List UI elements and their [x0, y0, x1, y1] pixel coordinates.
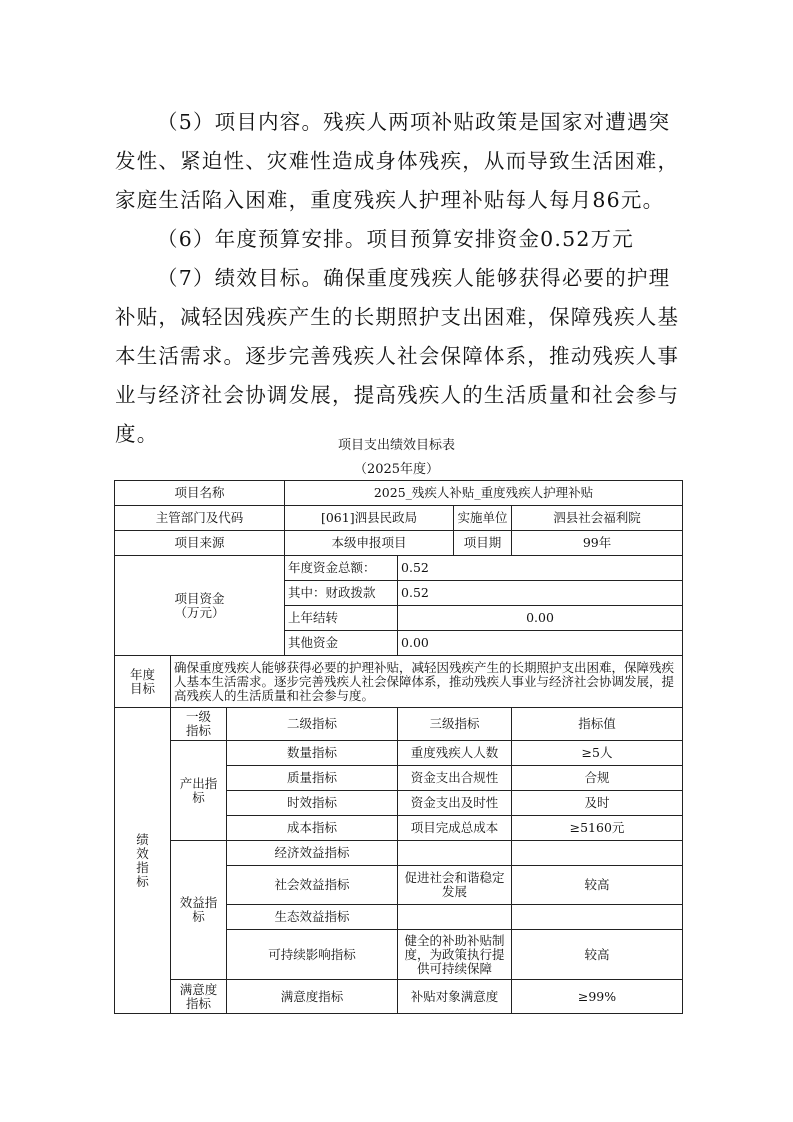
ecological-benefit-detail: [398, 905, 512, 930]
economic-benefit-detail: [398, 841, 512, 866]
timeliness-value: 及时: [512, 791, 683, 816]
benefit-indicator-label: [171, 841, 227, 980]
dept-label: 主管部门及代码: [115, 506, 285, 531]
objective-label: [115, 656, 171, 708]
social-benefit-detail-line1: 促进社会和谐稳定: [404, 870, 505, 885]
table-row: [115, 531, 683, 556]
header-level1: [171, 708, 227, 741]
table-row: [115, 556, 683, 581]
funds-other-value: 0.00: [398, 631, 683, 656]
satisfaction-value: ≥99%: [512, 980, 683, 1014]
sustainable-detail-line2: 度，为政策执行提: [404, 946, 505, 962]
header-level1-line1: 一级: [185, 709, 211, 724]
unit-value: 泗县社会福利院: [512, 506, 683, 531]
benefit-label-line2: 标: [192, 909, 205, 924]
cost-value: ≥5160元: [512, 816, 683, 841]
satisfaction-label-line2: 指标: [185, 995, 211, 1011]
indicator-group-char: 指: [136, 859, 149, 875]
table-row: [115, 656, 683, 708]
cost-indicator: 成本指标: [227, 816, 398, 841]
funds-fiscal-value: 0.52: [398, 581, 683, 606]
header-level1-line2: 指标: [185, 723, 211, 738]
cost-detail: 项目完成总成本: [398, 816, 512, 841]
header-level3: 三级指标: [398, 708, 512, 741]
table-row: [115, 481, 683, 506]
unit-label: 实施单位: [454, 506, 512, 531]
funds-carryover-value: 0.00: [398, 606, 683, 631]
header-value: 指标值: [512, 708, 683, 741]
table-row: [115, 506, 683, 531]
funds-label: [115, 556, 285, 656]
economic-benefit-value: [512, 841, 683, 866]
economic-benefit-indicator: 经济效益指标: [227, 841, 398, 866]
table-title: 项目支出绩效目标表: [337, 438, 455, 453]
project-name-value: 2025_残疾人补贴_重度残疾人护理补贴: [285, 481, 683, 506]
sustainable-detail-line3: 供可持续保障: [417, 960, 493, 976]
indicator-group-label: [115, 708, 171, 1014]
indicator-group-char: 绩: [136, 831, 149, 847]
table-row: [115, 741, 683, 766]
source-label: 项目来源: [115, 531, 285, 556]
sustainable-impact-detail: [398, 930, 512, 980]
timeliness-indicator: 时效指标: [227, 791, 398, 816]
performance-table: [114, 480, 683, 1014]
social-benefit-detail-line2: 发展: [442, 884, 468, 899]
indicator-group-char: 效: [136, 845, 149, 861]
funds-fiscal-label: 其中：财政拨款: [285, 581, 398, 606]
quality-detail: 资金支出合规性: [398, 766, 512, 791]
satisfaction-label-line1: 满意度: [179, 981, 218, 997]
paragraph-performance-goal: （7）绩效目标。确保重度残疾人能够获得必要的护理补贴，减轻因残疾产生的长期照护支出困难，保障残疾人基本生活需求。逐步完善残疾人社会保障体系，推动残疾人事业与经济社会协调发展，提高残疾人的生活质量和社会参与度。: [115, 266, 680, 446]
ecological-benefit-indicator: 生态效益指标: [227, 905, 398, 930]
table-year: （2025年度）: [353, 462, 440, 477]
paragraph-budget: （6）年度预算安排。项目预算安排资金0.52万元: [157, 227, 634, 251]
period-label: 项目期: [454, 531, 512, 556]
funds-label-line2: （万元）: [174, 604, 225, 620]
quantity-value: ≥5人: [512, 741, 683, 766]
timeliness-detail: 资金支出及时性: [398, 791, 512, 816]
quality-value: 合规: [512, 766, 683, 791]
project-name-label: 项目名称: [115, 481, 285, 506]
benefit-label-line1: 效益指: [179, 895, 218, 910]
output-label-line2: 标: [192, 789, 205, 805]
satisfaction-indicator-label: [171, 980, 227, 1014]
funds-carryover-label: 上年结转: [285, 606, 398, 631]
social-benefit-indicator: 社会效益指标: [227, 866, 398, 905]
indicator-group-char: 标: [136, 873, 149, 889]
quality-indicator: 质量指标: [227, 766, 398, 791]
social-benefit-detail: [398, 866, 512, 905]
source-value: 本级申报项目: [285, 531, 454, 556]
sustainable-detail-line1: 健全的补助补贴制: [404, 932, 505, 948]
output-indicator-label: [171, 741, 227, 841]
table-row: [115, 708, 683, 741]
sustainable-impact-value: 较高: [512, 930, 683, 980]
objective-label-line1: 年度: [129, 666, 155, 682]
ecological-benefit-value: [512, 905, 683, 930]
satisfaction-detail: 补贴对象满意度: [398, 980, 512, 1014]
dept-value: [061]泗县民政局: [285, 506, 454, 531]
quantity-detail: 重度残疾人人数: [398, 741, 512, 766]
table-row: [115, 841, 683, 866]
funds-other-label: 其他资金: [285, 631, 398, 656]
quantity-indicator: 数量指标: [227, 741, 398, 766]
funds-total-label: 年度资金总额：: [285, 556, 398, 581]
header-level2: 二级指标: [227, 708, 398, 741]
sustainable-impact-indicator: 可持续影响指标: [227, 930, 398, 980]
objective-label-line2: 目标: [129, 680, 155, 696]
objective-text: 确保重度残疾人能够获得必要的护理补贴，减轻因残疾产生的长期照护支出困难，保障残疾人基本生活需求。逐步完善残疾人社会保障体系，推动残疾人事业与经济社会协调发展，提高残疾人的生活质量和社会参与度。: [171, 656, 683, 708]
social-benefit-value: 较高: [512, 866, 683, 905]
paragraph-project-content: （5）项目内容。残疾人两项补贴政策是国家对遭遇突发性、紧迫性、灾难性造成身体残疾，从而导致生活困难，家庭生活陷入困难，重度残疾人护理补贴每人每月86元。: [115, 110, 680, 212]
output-label-line1: 产出指: [179, 775, 218, 791]
funds-total-value: 0.52: [398, 556, 683, 581]
table-row: [115, 980, 683, 1014]
satisfaction-indicator: 满意度指标: [227, 980, 398, 1014]
period-value: 99年: [512, 531, 683, 556]
funds-label-line1: 项目资金: [174, 590, 225, 606]
